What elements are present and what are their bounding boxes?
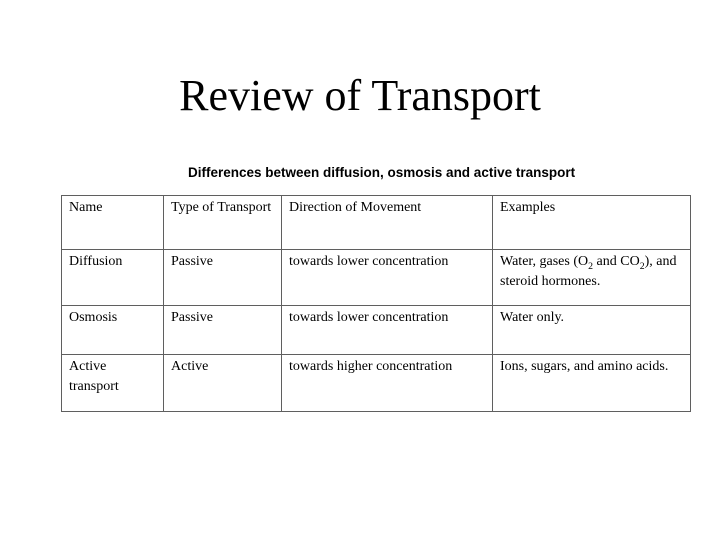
cell-direction: towards lower concentration — [282, 250, 493, 306]
examples-text-middle: and CO — [593, 254, 640, 269]
header-type: Type of Transport — [164, 196, 282, 250]
table-row-osmosis — [62, 306, 691, 355]
cell-name: Active transport — [62, 355, 164, 412]
header-examples: Examples — [493, 196, 691, 250]
cell-examples — [493, 250, 691, 306]
header-name: Name — [62, 196, 164, 250]
cell-name: Osmosis — [62, 306, 164, 355]
cell-type: Active — [164, 355, 282, 412]
slide-title: Review of Transport — [179, 71, 541, 120]
cell-direction: towards lower concentration — [282, 306, 493, 355]
table-caption: Differences between diffusion, osmosis and active transport — [188, 165, 576, 180]
carbon-dioxide-subscript: 2 — [639, 260, 645, 272]
cell-examples: Water only. — [493, 306, 691, 355]
cell-name: Diffusion — [62, 250, 164, 306]
transport-comparison-table — [61, 195, 691, 412]
table-row-diffusion — [62, 250, 691, 306]
cell-examples: Ions, sugars, and amino acids. — [493, 355, 691, 412]
cell-type: Passive — [164, 250, 282, 306]
oxygen-subscript: 2 — [588, 260, 594, 272]
table-header-row — [62, 196, 691, 250]
header-direction: Direction of Movement — [282, 196, 493, 250]
examples-text-prefix: Water, gases (O — [500, 254, 589, 269]
cell-type: Passive — [164, 306, 282, 355]
examples-text-suffix: ), and steroid hormones. — [500, 254, 677, 289]
table-row-active-transport — [62, 355, 691, 412]
cell-direction: towards higher concentration — [282, 355, 493, 412]
